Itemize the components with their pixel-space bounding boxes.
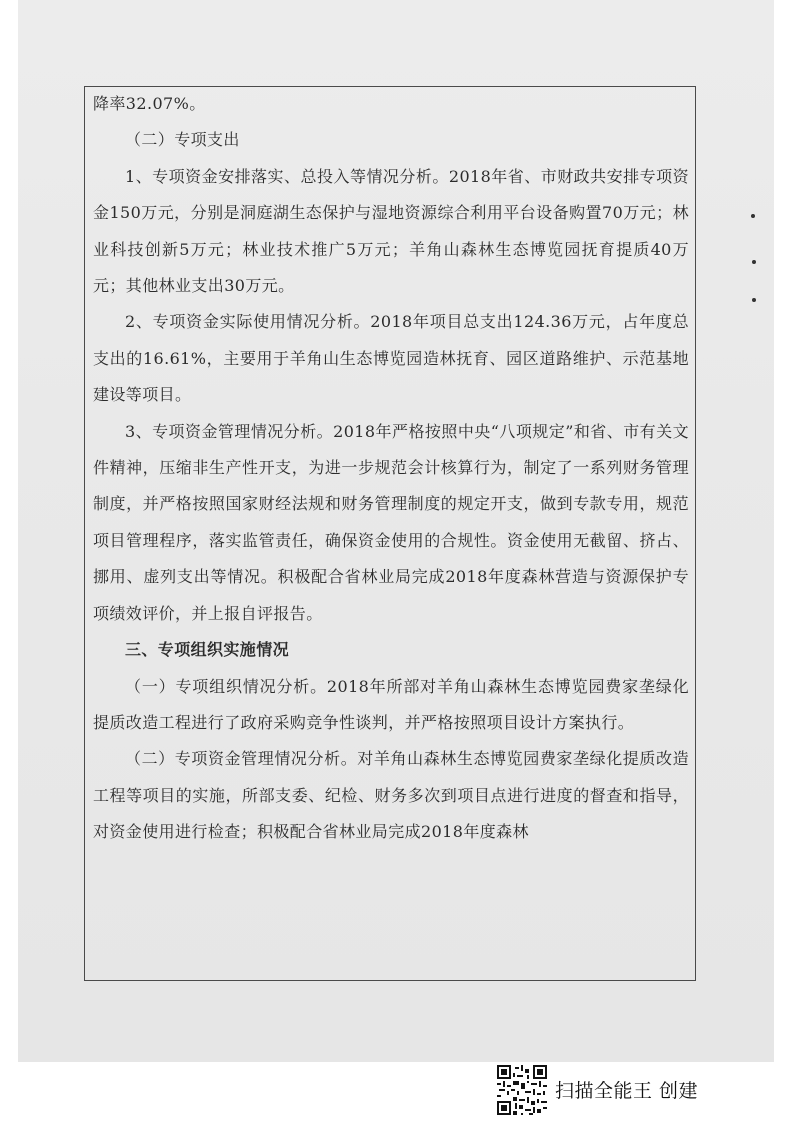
scanner-app-label: 扫描全能王 创建 [555,1080,699,1102]
scan-speck [752,298,756,302]
scan-speck [751,214,755,218]
continued-line: 降率32.07%。 [93,94,206,113]
qr-code-icon [497,1065,547,1115]
scan-speck [752,260,756,264]
paragraph-organization: （一）专项组织情况分析。2018年所部对羊角山森林生态博览园费家垄绿化提质改造工程进行了政府采购竞争性谈判，并严格按照项目设计方案执行。 [93,676,689,732]
paragraph-fund-usage: 2、专项资金实际使用情况分析。2018年项目总支出124.36万元，占年度总支出的16.61%，主要用于羊角山生态博览园造林抚育、园区道路维护、示范基地建设等项目。 [93,312,689,405]
paragraph-fund-management: 3、专项资金管理情况分析。2018年严格按照中央“八项规定”和省、市有关文件精神，压缩非生产性开支，为进一步规范会计核算行为，制定了一系列财务管理制度，并严格按照国家财经法规和财务管理制度的规定开支，做到专款专用，规范项目管理程序，落实监管责任，确保资金使用的合规性。资金使用无截留、挤占、挪用、虚列支出等情况。积极配合省林业局完成2018年度森林营造与资源保护专项绩效评价，并上报自评报告。 [93,421,689,623]
paragraph-fund-allocation: 1、专项资金安排落实、总投入等情况分析。2018年省、市财政共安排专项资金150万元，分别是洞庭湖生态保护与湿地资源综合利用平台设备购置70万元；林业科技创新5万元；林业技术推广5万元；羊角山森林生态博览园抚育提质40万元；其他林业支出30万元。 [93,166,689,296]
section-heading-special-expenditure: （二）专项支出 [125,130,240,150]
scanner-watermark [497,1062,777,1122]
document-body [93,86,689,851]
paragraph-management-analysis: （二）专项资金管理情况分析。对羊角山森林生态博览园费家垄绿化提质改造工程等项目的实施，所部支委、纪检、财务多次到项目点进行进度的督查和指导，对资金使用进行检查；积极配合省林业局完成2018年度森林 [93,749,689,842]
section-heading-implementation: 三、专项组织实施情况 [125,640,290,660]
